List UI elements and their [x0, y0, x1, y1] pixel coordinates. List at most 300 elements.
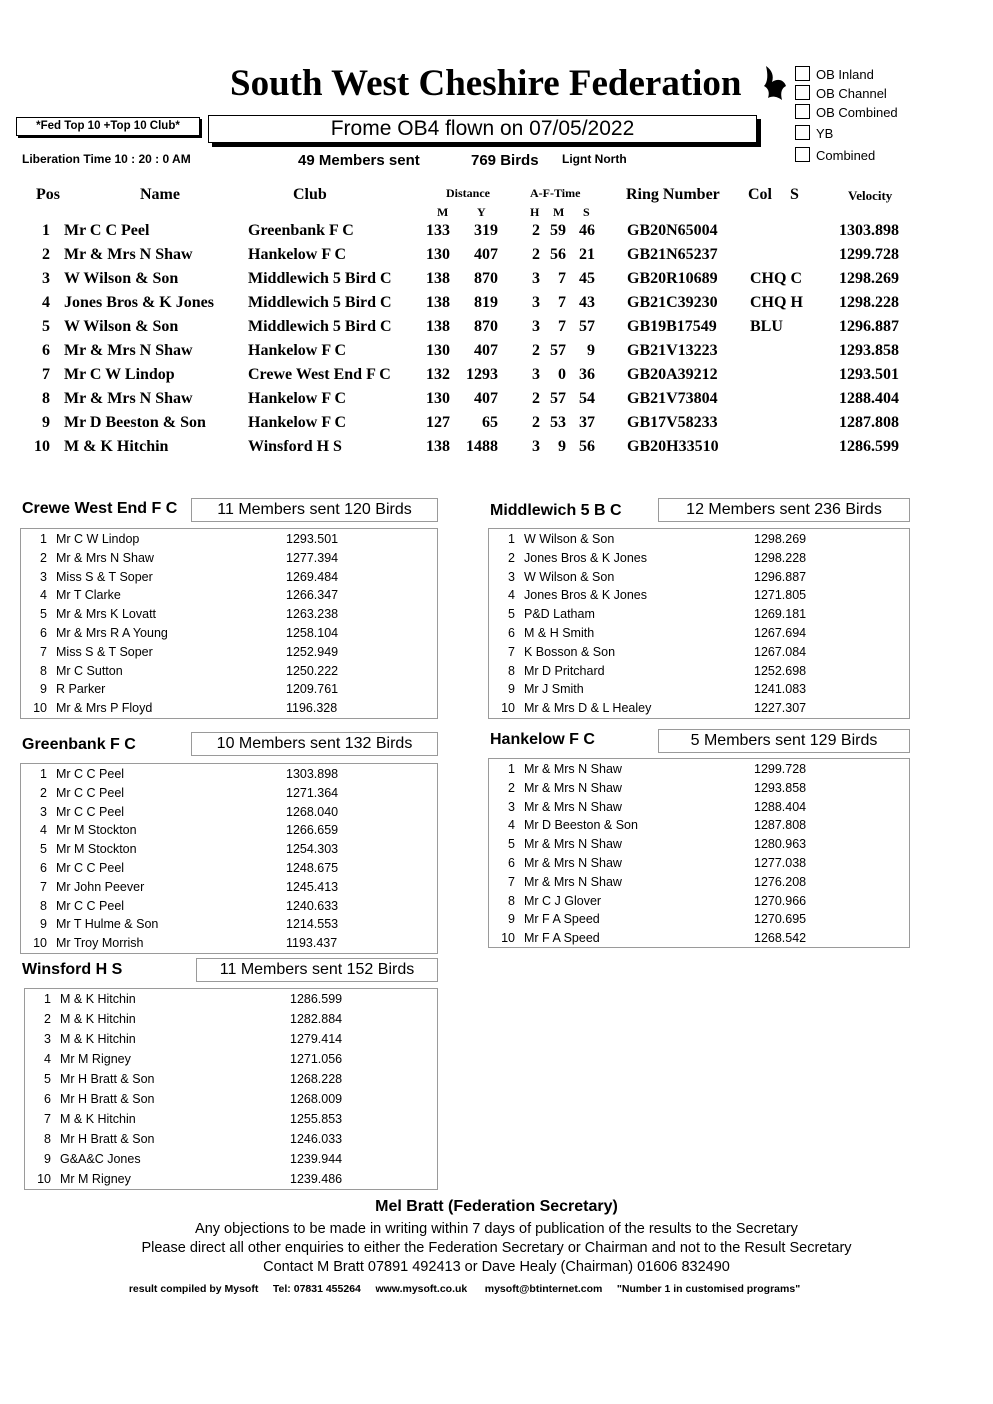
result-ring-number: GB21N65237	[627, 246, 718, 263]
club-row-pos: 2	[44, 1012, 51, 1026]
club-row-velocity: 1252.949	[286, 644, 339, 659]
club-row-pos: 1	[508, 532, 515, 546]
club-row-velocity: 1246.033	[290, 1132, 343, 1146]
club-row-velocity: 1268.040	[286, 804, 339, 819]
club-row-pos: 1	[508, 762, 515, 776]
result-minutes: 0	[558, 366, 566, 383]
result-pos: 10	[34, 438, 50, 455]
club-title: Greenbank F C	[22, 736, 136, 753]
result-miles: 138	[426, 270, 450, 287]
result-name: Mr D Beeston & Son	[64, 414, 206, 431]
result-velocity: 1296.887	[839, 318, 899, 335]
result-seconds: 45	[579, 270, 595, 287]
result-colour: CHQ H	[750, 294, 803, 311]
club-row-name: G&A&C Jones	[60, 1152, 141, 1166]
club-row-pos: 3	[508, 799, 515, 814]
club-row-pos: 4	[44, 1052, 51, 1066]
club-row-velocity: 1240.633	[286, 898, 339, 913]
club-row-name: Mr T Clarke	[56, 588, 121, 603]
result-yards: 1293	[466, 366, 498, 383]
club-row-name: Mr F A Speed	[524, 931, 600, 946]
club-row-pos: 10	[37, 1172, 51, 1186]
club-row-velocity: 1296.887	[754, 569, 807, 584]
result-minutes: 7	[558, 270, 566, 287]
club-row-velocity: 1270.966	[754, 893, 807, 908]
club-row-velocity: 1293.858	[754, 780, 807, 795]
pigeon-logo-icon	[760, 62, 788, 102]
result-velocity: 1288.404	[839, 390, 899, 407]
result-hours: 2	[532, 246, 540, 263]
checkbox-ob-combined[interactable]: OB Combined	[795, 104, 898, 120]
result-ring-number: GB21V73804	[627, 390, 718, 407]
club-row-velocity: 1282.884	[290, 1012, 343, 1026]
club-row-name: Mr C C Peel	[56, 767, 125, 781]
club-row-pos: 8	[508, 663, 515, 678]
club-row-name: Mr & Mrs N Shaw	[524, 856, 622, 870]
result-minutes: 7	[558, 318, 566, 335]
club-row-name: Mr T Hulme & Son	[56, 917, 159, 932]
club-row-name: Mr M Rigney	[60, 1172, 131, 1186]
checkbox-ob-channel[interactable]: OB Channel	[795, 85, 887, 101]
club-row-pos: 6	[508, 626, 515, 640]
result-minutes: 59	[550, 222, 566, 239]
club-row-pos: 5	[40, 607, 47, 622]
club-row-name: Mr F A Speed	[524, 912, 600, 927]
club-row-name: K Bosson & Son	[524, 644, 616, 659]
club-row-name: Mr John Peever	[56, 879, 145, 894]
club-row-name: M & K Hitchin	[60, 1032, 136, 1046]
result-minutes: 7	[558, 294, 566, 311]
club-row-name: M & H Smith	[524, 626, 595, 640]
club-list	[20, 763, 438, 954]
result-seconds: 36	[579, 366, 595, 383]
result-row	[0, 294, 993, 318]
result-hours: 3	[532, 438, 540, 455]
result-hours: 3	[532, 318, 540, 335]
result-pos: 4	[42, 294, 50, 311]
result-yards: 319	[474, 222, 498, 239]
club-row-pos: 3	[508, 569, 515, 584]
club-row-velocity: 1239.944	[290, 1152, 343, 1166]
club-row-pos: 1	[44, 992, 51, 1006]
result-row	[0, 222, 993, 246]
club-row-velocity: 1214.553	[286, 917, 339, 932]
club-row-velocity: 1239.486	[290, 1172, 343, 1186]
club-row-name: Mr C C Peel	[56, 804, 125, 819]
result-hours: 2	[532, 342, 540, 359]
club-row-name: Mr & Mrs N Shaw	[524, 874, 622, 889]
result-miles: 130	[426, 390, 450, 407]
club-row-name: Mr H Bratt & Son	[60, 1072, 155, 1086]
col-seconds: S	[583, 205, 590, 219]
result-seconds: 9	[587, 342, 595, 359]
club-row-velocity: 1288.404	[754, 799, 807, 814]
col-yards: Y	[477, 205, 486, 219]
club-row-velocity: 1293.501	[286, 532, 339, 546]
result-pos: 3	[42, 270, 50, 287]
fed-top-label: *Fed Top 10 +Top 10 Club*	[16, 117, 200, 136]
club-summary: 11 Members sent 152 Birds	[196, 958, 438, 982]
club-row-name: Mr M Stockton	[56, 842, 137, 857]
liberation-time: Liberation Time 10 : 20 : 0 AM	[22, 152, 191, 166]
result-seconds: 54	[579, 390, 595, 407]
result-miles: 138	[426, 318, 450, 335]
result-minutes: 56	[550, 246, 566, 263]
club-row-name: Mr C C Peel	[56, 898, 125, 913]
club-row-velocity: 1241.083	[754, 682, 807, 697]
result-pos: 6	[42, 342, 50, 359]
club-row-pos: 2	[508, 780, 515, 795]
result-miles: 138	[426, 438, 450, 455]
club-row-name: Mr & Mrs N Shaw	[524, 837, 622, 852]
club-row-pos: 4	[508, 818, 515, 833]
result-miles: 132	[426, 366, 450, 383]
result-pos: 7	[42, 366, 50, 383]
result-miles: 130	[426, 246, 450, 263]
result-club: Hankelow F C	[248, 414, 347, 431]
club-row-pos: 9	[508, 912, 515, 927]
result-name: Mr C C Peel	[64, 222, 150, 239]
club-row-pos: 6	[508, 856, 515, 870]
result-pos: 5	[42, 318, 50, 335]
club-row-velocity: 1298.269	[754, 532, 807, 546]
club-row-pos: 2	[508, 550, 515, 565]
col-colour: Col	[748, 186, 772, 203]
club-row-pos: 7	[44, 1112, 51, 1126]
club-row-name: Mr Troy Morrish	[56, 936, 144, 951]
club-row-pos: 6	[40, 861, 47, 875]
club-row-pos: 3	[40, 804, 47, 819]
result-club: Middlewich 5 Bird C	[248, 294, 392, 311]
result-velocity: 1298.228	[839, 294, 899, 311]
club-title: Hankelow F C	[490, 731, 595, 748]
race-title: Frome OB4 flown on 07/05/2022	[208, 115, 757, 143]
result-ring-number: GB20N65004	[627, 222, 718, 239]
club-row-pos: 5	[508, 607, 515, 622]
club-summary: 11 Members sent 120 Birds	[191, 498, 438, 522]
result-pos: 8	[42, 390, 50, 407]
result-name: M & K Hitchin	[64, 438, 169, 455]
result-name: Mr & Mrs N Shaw	[64, 390, 193, 407]
club-row-pos: 5	[40, 842, 47, 857]
result-yards: 870	[474, 318, 498, 335]
result-miles: 130	[426, 342, 450, 359]
footer-contact: Contact M Bratt 07891 492413 or Dave Healy (Chairman) 01606 832490	[263, 1259, 730, 1275]
club-row-pos: 8	[40, 898, 47, 913]
club-row-pos: 7	[40, 644, 47, 659]
result-club: Hankelow F C	[248, 246, 347, 263]
result-row	[0, 414, 993, 438]
result-velocity: 1293.501	[839, 366, 899, 383]
club-row-pos: 8	[40, 663, 47, 678]
result-velocity: 1299.728	[839, 246, 899, 263]
club-row-pos: 4	[40, 823, 47, 838]
secretary-name: Mel Bratt (Federation Secretary)	[375, 1198, 618, 1215]
club-row-name: Mr J Smith	[524, 682, 584, 697]
result-colour: CHQ C	[750, 270, 802, 287]
club-row-velocity: 1287.808	[754, 818, 807, 833]
col-distance: Distance	[446, 186, 490, 200]
result-velocity: 1286.599	[839, 438, 899, 455]
col-hours: H	[530, 205, 540, 219]
footer-objections: Any objections to be made in writing within 7 days of publication of the results to the Secretary	[195, 1221, 798, 1237]
result-row	[0, 246, 993, 270]
club-row-name: Mr & Mrs P Floyd	[56, 701, 153, 716]
club-row-name: P&D Latham	[524, 607, 595, 622]
club-row-velocity: 1245.413	[286, 879, 339, 894]
club-row-velocity: 1276.208	[754, 874, 807, 889]
club-list	[488, 758, 910, 948]
club-row-velocity: 1258.104	[286, 626, 339, 640]
result-colour: BLU	[750, 318, 783, 335]
col-pos: Pos	[36, 186, 60, 203]
result-name: W Wilson & Son	[64, 270, 179, 287]
result-minutes: 57	[550, 390, 566, 407]
club-row-pos: 7	[40, 879, 47, 894]
result-club: Middlewich 5 Bird C	[248, 270, 392, 287]
club-row-velocity: 1266.347	[286, 588, 339, 603]
club-row-name: Mr & Mrs D & L Healey	[524, 701, 652, 716]
result-hours: 2	[532, 414, 540, 431]
result-row	[0, 270, 993, 294]
club-row-velocity: 1280.963	[754, 837, 807, 852]
result-club: Crewe West End F C	[248, 366, 391, 383]
club-row-pos: 9	[40, 917, 47, 932]
result-velocity: 1287.808	[839, 414, 899, 431]
checkbox-combined[interactable]: Combined	[795, 147, 875, 163]
result-club: Greenbank F C	[248, 222, 354, 239]
club-row-velocity: 1298.228	[754, 550, 807, 565]
club-row-pos: 7	[508, 644, 515, 659]
checkbox-ob-inland[interactable]: OB Inland	[795, 66, 874, 82]
result-yards: 1488	[466, 438, 498, 455]
club-row-name: Mr C C Peel	[56, 785, 125, 800]
club-row-pos: 6	[44, 1092, 51, 1106]
club-row-pos: 1	[40, 767, 47, 781]
result-seconds: 21	[579, 246, 595, 263]
result-ring-number: GB20A39212	[627, 366, 718, 383]
result-club: Middlewich 5 Bird C	[248, 318, 392, 335]
result-pos: 1	[42, 222, 50, 239]
result-ring-number: GB19B17549	[627, 318, 717, 335]
club-row-name: Mr C W Lindop	[56, 532, 140, 546]
club-row-velocity: 1227.307	[754, 701, 807, 716]
result-seconds: 43	[579, 294, 595, 311]
club-row-pos: 9	[508, 682, 515, 697]
club-row-name: Mr & Mrs N Shaw	[56, 550, 154, 565]
result-yards: 407	[474, 390, 498, 407]
club-row-name: M & K Hitchin	[60, 1012, 136, 1026]
club-row-velocity: 1255.853	[290, 1112, 343, 1126]
club-row-name: Jones Bros & K Jones	[524, 588, 647, 603]
club-row-velocity: 1277.394	[286, 550, 339, 565]
result-row	[0, 438, 993, 462]
club-row-velocity: 1252.698	[754, 663, 807, 678]
club-row-pos: 10	[33, 936, 47, 951]
club-row-velocity: 1268.542	[754, 931, 807, 946]
result-minutes: 53	[550, 414, 566, 431]
club-row-pos: 4	[508, 588, 515, 603]
result-seconds: 46	[579, 222, 595, 239]
club-row-velocity: 1267.694	[754, 626, 807, 640]
result-name: Mr C W Lindop	[64, 366, 175, 383]
col-ring: Ring Number	[626, 186, 720, 203]
club-row-pos: 9	[44, 1152, 51, 1166]
result-name: W Wilson & Son	[64, 318, 179, 335]
club-row-velocity: 1266.659	[286, 823, 339, 838]
result-yards: 819	[474, 294, 498, 311]
result-ring-number: GB20H33510	[627, 438, 719, 455]
result-club: Hankelow F C	[248, 342, 347, 359]
club-row-velocity: 1193.437	[286, 936, 338, 951]
result-ring-number: GB17V58233	[627, 414, 718, 431]
club-row-velocity: 1279.414	[290, 1032, 343, 1046]
club-row-pos: 8	[44, 1132, 51, 1146]
club-row-velocity: 1268.228	[290, 1072, 343, 1086]
club-row-pos: 7	[508, 874, 515, 889]
club-row-velocity: 1271.056	[290, 1052, 343, 1066]
club-row-name: Mr C Sutton	[56, 663, 123, 678]
col-name: Name	[140, 186, 180, 203]
club-row-velocity: 1303.898	[286, 767, 339, 781]
result-club: Hankelow F C	[248, 390, 347, 407]
result-miles: 127	[426, 414, 450, 431]
club-row-pos: 8	[508, 893, 515, 908]
club-row-name: W Wilson & Son	[524, 532, 615, 546]
club-row-pos: 6	[40, 626, 47, 640]
wind-direction: Lignt North	[562, 152, 627, 166]
club-row-velocity: 1254.303	[286, 842, 339, 857]
result-velocity: 1293.858	[839, 342, 899, 359]
club-row-pos: 5	[44, 1072, 51, 1086]
result-club: Winsford H S	[248, 438, 342, 455]
club-row-name: Mr D Beeston & Son	[524, 818, 638, 833]
footer-enquiries: Please direct all other enquiries to either the Federation Secretary or Chairman and not to the Result Secretary	[141, 1240, 852, 1256]
result-velocity: 1303.898	[839, 222, 899, 239]
club-row-name: Mr & Mrs R A Young	[56, 626, 168, 640]
club-row-name: Mr M Stockton	[56, 823, 137, 838]
club-summary: 12 Members sent 236 Birds	[658, 498, 910, 522]
club-row-name: Mr H Bratt & Son	[60, 1132, 155, 1146]
club-row-name: Mr & Mrs N Shaw	[524, 799, 622, 814]
club-row-name: M & K Hitchin	[60, 1112, 136, 1126]
club-row-name: R Parker	[56, 682, 106, 697]
club-row-velocity: 1277.038	[754, 856, 807, 870]
club-row-name: Mr H Bratt & Son	[60, 1092, 155, 1106]
club-row-velocity: 1250.222	[286, 663, 339, 678]
result-seconds: 56	[579, 438, 595, 455]
result-ring-number: GB21V13223	[627, 342, 718, 359]
birds-sent: 769 Birds	[471, 152, 539, 169]
result-name: Mr & Mrs N Shaw	[64, 342, 193, 359]
club-row-pos: 3	[40, 569, 47, 584]
page-title: South West Cheshire Federation	[230, 63, 742, 104]
col-minutes: M	[553, 205, 565, 219]
result-seconds: 37	[579, 414, 595, 431]
club-row-velocity: 1299.728	[754, 762, 807, 776]
club-row-pos: 3	[44, 1032, 51, 1046]
col-aftime: A-F-Time	[530, 186, 581, 200]
club-row-name: Mr & Mrs K Lovatt	[56, 607, 157, 622]
club-row-velocity: 1269.181	[754, 607, 807, 622]
club-row-name: W Wilson & Son	[524, 569, 615, 584]
club-list	[24, 988, 438, 1190]
club-row-velocity: 1271.364	[286, 785, 339, 800]
club-row-pos: 10	[501, 701, 515, 716]
result-velocity: 1298.269	[839, 270, 899, 287]
result-hours: 3	[532, 294, 540, 311]
result-yards: 65	[482, 414, 498, 431]
result-ring-number: GB21C39230	[627, 294, 718, 311]
club-row-name: Mr & Mrs N Shaw	[524, 762, 622, 776]
result-yards: 407	[474, 246, 498, 263]
club-row-name: Miss S & T Soper	[56, 569, 153, 584]
club-row-velocity: 1248.675	[286, 861, 339, 875]
club-row-velocity: 1271.805	[754, 588, 807, 603]
result-minutes: 9	[558, 438, 566, 455]
result-minutes: 57	[550, 342, 566, 359]
club-row-name: M & K Hitchin	[60, 992, 136, 1006]
club-row-pos: 10	[33, 701, 47, 716]
club-list	[488, 528, 910, 719]
club-row-name: Mr M Rigney	[60, 1052, 131, 1066]
club-row-velocity: 1268.009	[290, 1092, 343, 1106]
footer-credit: result compiled by Mysoft Tel: 07831 455264 www.mysoft.co.uk mysoft@btinternet.com "Number 1 in customised programs"	[128, 1283, 801, 1295]
club-row-velocity: 1263.238	[286, 607, 339, 622]
club-title: Winsford H S	[22, 961, 123, 978]
club-title: Middlewich 5 B C	[490, 502, 622, 519]
result-miles: 133	[426, 222, 450, 239]
result-ring-number: GB20R10689	[627, 270, 718, 287]
result-hours: 3	[532, 366, 540, 383]
club-row-name: Mr & Mrs N Shaw	[524, 780, 622, 795]
members-sent: 49 Members sent	[298, 152, 420, 169]
club-title: Crewe West End F C	[22, 500, 178, 517]
col-miles: M	[437, 205, 449, 219]
club-row-velocity: 1196.328	[286, 701, 338, 716]
result-hours: 2	[532, 222, 540, 239]
club-row-velocity: 1267.084	[754, 644, 807, 659]
club-row-pos: 2	[40, 550, 47, 565]
result-row	[0, 318, 993, 342]
club-row-pos: 10	[501, 931, 515, 946]
result-name: Mr & Mrs N Shaw	[64, 246, 193, 263]
club-row-name: Mr C C Peel	[56, 861, 125, 875]
col-velocity: Velocity	[848, 188, 893, 203]
result-row	[0, 342, 993, 366]
result-miles: 138	[426, 294, 450, 311]
club-summary: 5 Members sent 129 Birds	[658, 729, 910, 753]
result-pos: 2	[42, 246, 50, 263]
checkbox-yb[interactable]: YB	[795, 125, 833, 141]
club-row-velocity: 1209.761	[286, 682, 339, 697]
club-row-pos: 5	[508, 837, 515, 852]
club-row-velocity: 1270.695	[754, 912, 807, 927]
result-hours: 2	[532, 390, 540, 407]
result-hours: 3	[532, 270, 540, 287]
club-row-velocity: 1269.484	[286, 569, 339, 584]
result-seconds: 57	[579, 318, 595, 335]
club-row-pos: 9	[40, 682, 47, 697]
result-pos: 9	[42, 414, 50, 431]
club-row-name: Mr D Pritchard	[524, 663, 605, 678]
club-summary: 10 Members sent 132 Birds	[191, 732, 438, 756]
result-row	[0, 366, 993, 390]
col-club: Club	[293, 186, 327, 203]
club-list	[20, 528, 438, 719]
result-yards: 407	[474, 342, 498, 359]
club-row-velocity: 1286.599	[290, 992, 343, 1006]
